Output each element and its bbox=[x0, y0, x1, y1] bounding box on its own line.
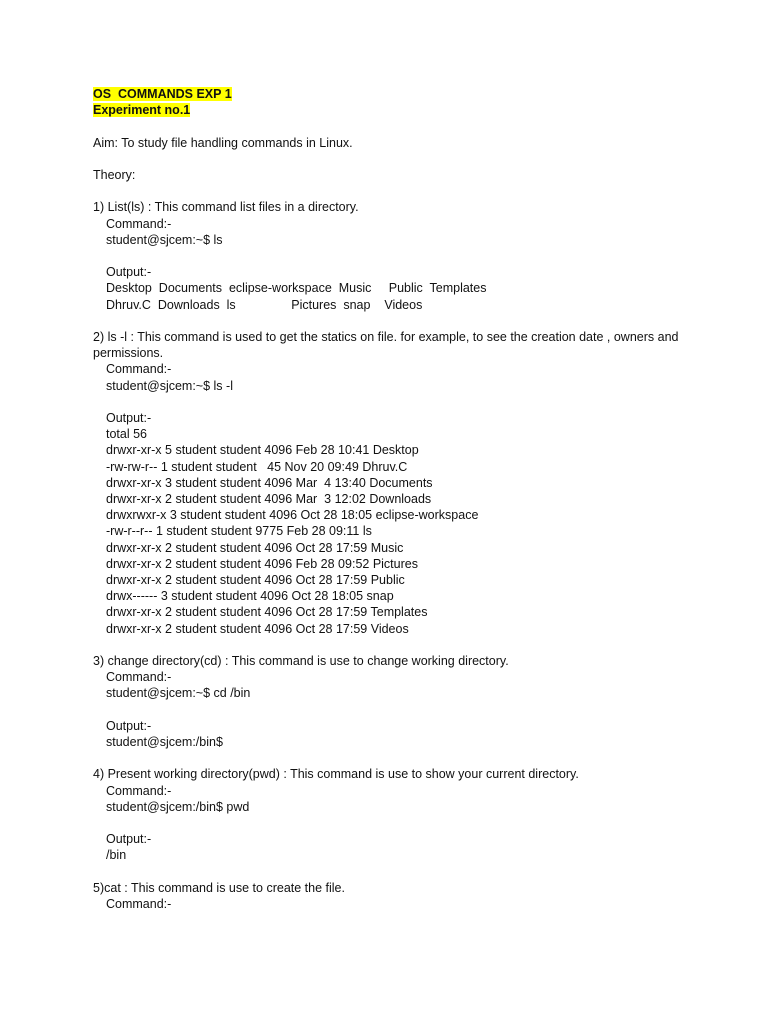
command-text: student@sjcem:~$ cd /bin bbox=[106, 686, 251, 701]
output-label: Output:- bbox=[106, 718, 152, 733]
aim-text: Aim: To study file handling commands in Linux. bbox=[93, 135, 353, 150]
output-line: drwxr-xr-x 2 student student 4096 Oct 28 17:59 Music bbox=[106, 540, 404, 555]
theory-heading: Theory: bbox=[93, 167, 136, 182]
document-subtitle: Experiment no.1 bbox=[93, 103, 191, 118]
document-title: OS COMMANDS EXP 1 bbox=[93, 87, 232, 101]
command-label: Command:- bbox=[106, 783, 172, 798]
output-line: drwxr-xr-x 5 student student 4096 Feb 28 10:41 Desktop bbox=[106, 443, 419, 458]
output-line: drwxr-xr-x 2 student student 4096 Oct 28 17:59 Public bbox=[106, 573, 405, 587]
section-heading: 4) Present working directory(pwd) : This command is use to show your current directory. bbox=[93, 767, 579, 782]
command-label: Command:- bbox=[106, 670, 172, 685]
section-heading: 2) ls -l : This command is used to get the statics on file. for example, to see the creation date , owners and permissions. bbox=[93, 329, 679, 361]
output-line: drwxr-xr-x 2 student student 4096 Feb 28 09:52 Pictures bbox=[106, 556, 418, 571]
section-heading: 1) List(ls) : This command list files in a directory. bbox=[93, 200, 359, 215]
output-line: drwxr-xr-x 2 student student 4096 Mar 3 12:02 Downloads bbox=[106, 491, 432, 506]
output-line: /bin bbox=[106, 848, 127, 863]
command-text: student@sjcem:~$ ls bbox=[106, 232, 223, 247]
output-line: Dhruv.C Downloads ls Pictures snap Videos bbox=[106, 297, 423, 312]
output-line: -rw-rw-r-- 1 student student 45 Nov 20 09:49 Dhruv.C bbox=[106, 459, 408, 474]
output-line: drwxr-xr-x 2 student student 4096 Oct 28 17:59 Templates bbox=[106, 605, 428, 620]
section-heading: 5)cat : This command is use to create the file. bbox=[93, 880, 345, 895]
command-text: student@sjcem:/bin$ pwd bbox=[106, 799, 250, 814]
output-label: Output:- bbox=[106, 410, 152, 425]
output-line: -rw-r--r-- 1 student student 9775 Feb 28 09:11 ls bbox=[106, 524, 372, 539]
output-line: drwxr-xr-x 2 student student 4096 Oct 28 17:59 Videos bbox=[106, 621, 409, 636]
command-text: student@sjcem:~$ ls -l bbox=[106, 378, 233, 393]
document-body bbox=[93, 86, 733, 912]
output-line: Desktop Documents eclipse-workspace Music Public Templates bbox=[106, 281, 487, 296]
output-label: Output:- bbox=[106, 265, 152, 280]
output-line: total 56 bbox=[106, 427, 148, 442]
section-heading: 3) change directory(cd) : This command is use to change working directory. bbox=[93, 654, 509, 668]
output-line: drwx------ 3 student student 4096 Oct 28 18:05 snap bbox=[106, 589, 394, 604]
output-line: student@sjcem:/bin$ bbox=[106, 735, 223, 749]
command-label: Command:- bbox=[106, 362, 172, 377]
output-line: drwxrwxr-x 3 student student 4096 Oct 28 18:05 eclipse-workspace bbox=[106, 508, 479, 523]
command-label: Command:- bbox=[106, 216, 172, 231]
command-label: Command:- bbox=[106, 896, 172, 911]
output-line: drwxr-xr-x 3 student student 4096 Mar 4 13:40 Documents bbox=[106, 475, 433, 490]
output-label: Output:- bbox=[106, 832, 152, 847]
